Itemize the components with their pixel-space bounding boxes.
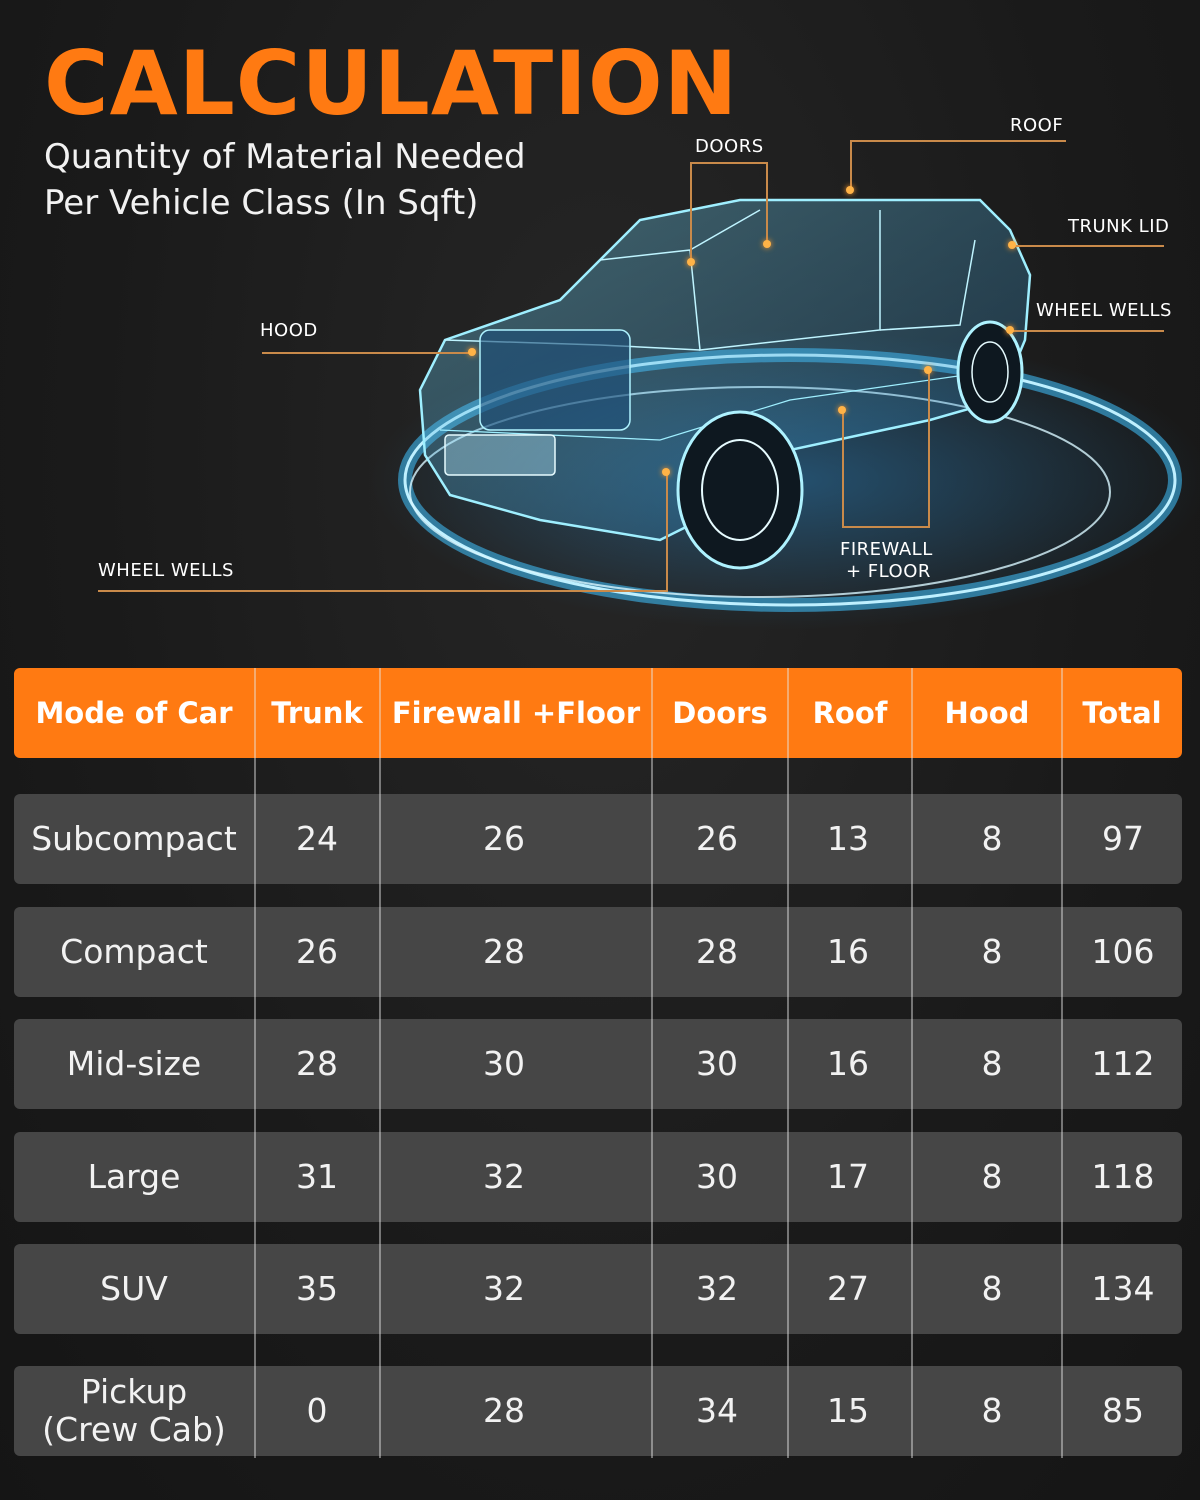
column-divider	[254, 668, 256, 1458]
car-illustration	[0, 100, 1200, 660]
cell-hood: 8	[981, 1269, 1003, 1308]
header-hood: Hood	[944, 696, 1030, 730]
cell-class: SUV	[100, 1269, 168, 1308]
doors-leader-v1	[690, 162, 692, 262]
cell-total: 134	[1091, 1269, 1155, 1308]
cell-doors: 28	[696, 932, 738, 971]
floor-point-dot	[924, 366, 932, 374]
header-roof: Roof	[812, 696, 888, 730]
roof-leader-v	[850, 140, 852, 190]
callout-trunk-lid: TRUNK LID	[1068, 216, 1170, 237]
wheel-wells-left-leader-v	[666, 472, 668, 592]
cell-firewall-floor: 26	[483, 819, 525, 858]
cell-class: Subcompact	[31, 819, 237, 858]
column-divider	[911, 668, 913, 1458]
cell-class: Mid-size	[66, 1044, 202, 1083]
callout-roof: ROOF	[1010, 115, 1064, 136]
cell-hood: 8	[981, 932, 1003, 971]
cell-trunk: 31	[296, 1157, 338, 1196]
doors-point-dot	[687, 258, 695, 266]
cell-firewall-floor: 28	[483, 1391, 525, 1430]
cell-total: 118	[1091, 1157, 1155, 1196]
roof-leader-h	[850, 140, 1066, 142]
firewall-leader-v1	[842, 410, 844, 528]
cell-trunk: 35	[296, 1269, 338, 1308]
cell-total: 85	[1102, 1391, 1144, 1430]
header-trunk: Trunk	[271, 696, 363, 730]
cell-hood: 8	[981, 819, 1003, 858]
column-divider	[379, 668, 381, 1458]
wheel-wells-left-point-dot	[662, 468, 670, 476]
material-table	[14, 668, 1182, 1458]
cell-total: 97	[1102, 819, 1144, 858]
callout-wheel-wells-right: WHEEL WELLS	[1036, 300, 1172, 321]
doors-leader-h	[690, 162, 768, 164]
callout-hood: HOOD	[260, 320, 318, 341]
column-divider	[787, 668, 789, 1458]
callout-doors: DOORS	[695, 136, 764, 157]
header-doors: Doors	[672, 696, 768, 730]
wheel-wells-left-leader-h	[98, 590, 668, 592]
roof-point-dot	[846, 186, 854, 194]
table-row	[14, 1019, 1182, 1109]
header-firewall-floor: Firewall +Floor	[391, 696, 641, 730]
header-mode-of-car: Mode of Car	[35, 696, 233, 730]
cell-trunk: 26	[296, 932, 338, 971]
column-divider	[651, 668, 653, 1458]
cell-doors: 30	[696, 1044, 738, 1083]
cell-doors: 26	[696, 819, 738, 858]
table-row	[14, 1132, 1182, 1222]
callout-firewall: FIREWALL	[840, 539, 933, 560]
wheel-wells-right-point-dot	[1006, 326, 1014, 334]
firewall-point-dot	[838, 406, 846, 414]
cell-doors: 34	[696, 1391, 738, 1430]
trunk-lid-leader	[1012, 245, 1164, 247]
hood-leader	[262, 352, 472, 354]
cell-hood: 8	[981, 1157, 1003, 1196]
cell-firewall-floor: 32	[483, 1269, 525, 1308]
cell-trunk: 24	[296, 819, 338, 858]
cell-class: Pickup (Crew Cab)	[42, 1372, 226, 1449]
hood-point-dot	[468, 348, 476, 356]
column-divider	[1061, 668, 1063, 1458]
subtitle-line-1: Quantity of Material Needed	[44, 137, 526, 177]
page-title: CALCULATION	[44, 32, 739, 135]
trunk-lid-point-dot	[1008, 241, 1016, 249]
firewall-leader-v2	[928, 370, 930, 528]
callout-wheel-wells-left: WHEEL WELLS	[98, 560, 234, 581]
cell-trunk: 28	[296, 1044, 338, 1083]
cell-firewall-floor: 28	[483, 932, 525, 971]
subtitle-line-2: Per Vehicle Class (In Sqft)	[44, 183, 479, 223]
cell-total: 106	[1091, 932, 1155, 971]
cell-roof: 15	[827, 1391, 869, 1430]
header-total: Total	[1082, 696, 1162, 730]
callout-floor: + FLOOR	[846, 561, 931, 582]
doors-point-dot-2	[763, 240, 771, 248]
cell-roof: 16	[827, 932, 869, 971]
table-row	[14, 794, 1182, 884]
cell-roof: 27	[827, 1269, 869, 1308]
cell-roof: 13	[827, 819, 869, 858]
cell-doors: 30	[696, 1157, 738, 1196]
cell-class: Compact	[60, 932, 208, 971]
wheel-wells-right-leader	[1010, 330, 1164, 332]
cell-hood: 8	[981, 1391, 1003, 1430]
table-row	[14, 1366, 1182, 1456]
table-header	[14, 668, 1182, 758]
cell-firewall-floor: 30	[483, 1044, 525, 1083]
cell-roof: 16	[827, 1044, 869, 1083]
cell-class: Large	[87, 1157, 181, 1196]
cell-trunk: 0	[306, 1391, 328, 1430]
firewall-leader-h	[842, 526, 930, 528]
cell-roof: 17	[827, 1157, 869, 1196]
cell-firewall-floor: 32	[483, 1157, 525, 1196]
cell-hood: 8	[981, 1044, 1003, 1083]
table-row	[14, 1244, 1182, 1334]
table-row	[14, 907, 1182, 997]
cell-total: 112	[1091, 1044, 1155, 1083]
cell-doors: 32	[696, 1269, 738, 1308]
doors-leader-v2	[766, 162, 768, 244]
